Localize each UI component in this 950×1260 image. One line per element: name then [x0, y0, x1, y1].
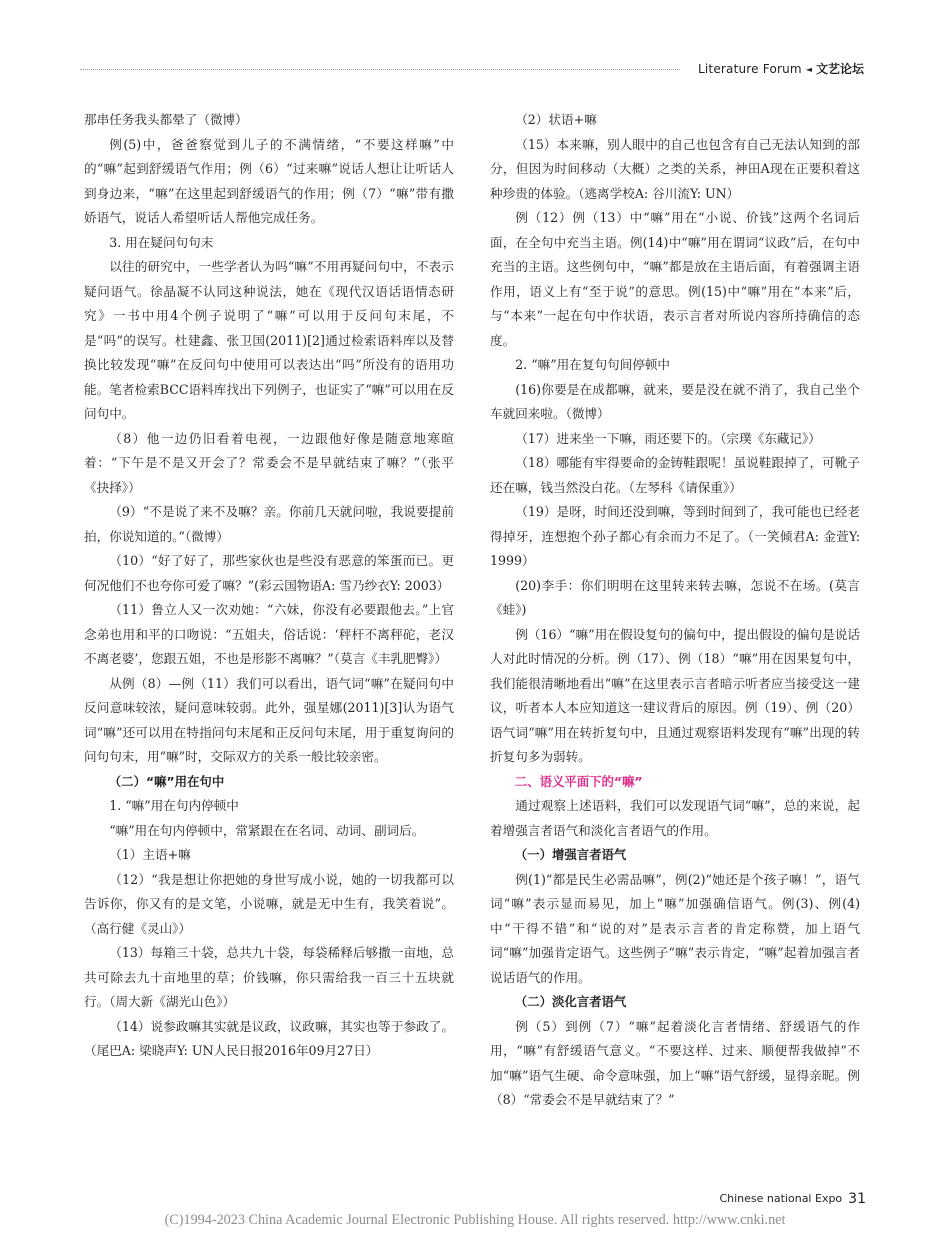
left-column — [84, 108, 454, 1064]
subsection-heading: （1）主语+嘛 — [109, 847, 191, 862]
paragraph: 例（5）到例（7）“嘛”起着淡化言者情绪、舒缓语气的作用，“嘛”有舒缓语气意义。“不要这样、过来、顺便帮我做掉”不加“嘛”语气生硬、命令意味强，加上“嘛”语气舒缓，显得亲昵。例（8）“常委会不是早就结束了？” — [490, 1018, 860, 1107]
subsection-heading: （2）状语+嘛 — [515, 112, 597, 127]
subsection-heading: 2. “嘛”用在复句句间停顿中 — [515, 357, 671, 372]
running-header — [698, 60, 864, 77]
subsection-heading: （一）增强言者语气 — [514, 847, 627, 862]
example-sentence: （11）鲁立人又一次劝她：“六妹，你没有必要跟他去。”上官念弟也用和平的口吻说：“五姐夫，俗话说：‘秤杆不离秤砣，老汉不离老婆’，您跟五姐，不也是形影不离嘛？”（莫言《丰乳肥臀》） — [84, 602, 454, 666]
example-sentence: （19）是呀，时间还没到嘛，等到时间到了，我可能也已经老得掉牙，连想抱个孙子都心有余而力不足了。（一笑倾君A: 金萱Y: 1999） — [490, 504, 860, 568]
example-sentence: (20)李手：你们明明在这里转来转去嘛，怎说不在场。(莫言《蛙》) — [490, 577, 860, 617]
subsection-heading: （二）淡化言者语气 — [514, 994, 627, 1009]
paragraph: 以往的研究中，一些学者认为吗“嘛”不用再疑问句中，不表示疑问语气。徐晶凝不认同这种说法，她在《现代汉语话语情态研究》一书中用4个例子说明了“嘛”可以用于反问句末尾，不是“吗”的误写。杜建鑫、张卫国(2011)[2]通过检索语料库以及替换比较发现“嘛”在反问句中使用可以表达出“吗”所没有的语用功能。笔者检索BCC语料库找出下列例子，也证实了“嘛”可以用在反问句中。 — [84, 259, 454, 421]
paragraph: 通过观察上述语料，我们可以发现语气词“嘛”，总的来说，起着增强言者语气和淡化言者语气的作用。 — [490, 798, 860, 838]
example-sentence: （14）说参政嘛其实就是议政，议政嘛，其实也等于参政了。（尾巴A: 梁晓声Y: UN人民日报2016年09月27日） — [84, 1018, 454, 1058]
paragraph: 例(5)中，爸爸察觉到儿子的不满情绪，“不要这样嘛”中的“嘛”起到舒缓语气作用；例（6）“过来嘛”说话人想让让听话人到身边来，“嘛”在这里起到舒缓语气的作用；例（7）“嘛”带有撒娇语气，说话人希望听话人帮他完成任务。 — [84, 136, 454, 225]
left-arrow-icon: ◄ — [805, 65, 812, 74]
example-sentence: （15）本来嘛，别人眼中的自己也包含有自己无法认知到的部分，但因为时间移动（大概）之类的关系，神田A现在正要积着这种珍贵的体验。（逃离学校A: 谷川流Y: UN） — [490, 136, 860, 201]
example-sentence: （10）“好了好了，那些家伙也是些没有恶意的笨蛋而已。更何况他们不也夸你可爱了嘛？”(彩云国物语A: 雪乃纱衣Y: 2003） — [84, 553, 454, 593]
example-sentence: （9）“不是说了来不及嘛？亲。你前几天就问啦，我说要提前拍，你说知道的。”（微博） — [84, 504, 454, 544]
copyright-notice: (C)1994-2023 China Academic Journal Electronic Publishing House. All rights reserved. http://www.cnki.net — [164, 1212, 786, 1228]
subsection-heading: （二）“嘛”用在句中 — [108, 773, 225, 789]
page-footer — [719, 1191, 866, 1207]
journal-name-zh: 文艺论坛 — [815, 62, 864, 76]
right-column — [490, 108, 860, 1113]
paragraph: “嘛”用在句内停顿中，常紧跟在在名词、动词、副词后。 — [109, 822, 425, 838]
journal-name-en: Literature Forum — [698, 62, 802, 76]
paragraph: 从例（8）—例（11）我们可以看出，语气词“嘛”在疑问句中反问意味较浓，疑问意味较弱。此外，强星娜(2011)[3]认为语气词“嘛”还可以用在特指问句末尾和正反问句末尾，用于重复询问的问句句末，用“嘛”时，交际双方的关系一般比较亲密。 — [84, 675, 454, 764]
section-heading: 二、语义平面下的“嘛” — [514, 773, 643, 789]
example-sentence: （8）他一边仍旧看着电视，一边跟他好像是随意地寒暄着：“下午是不是又开会了？常委会不是早就结束了嘛？”（张平《抉择》） — [84, 430, 454, 495]
example-sentence: （17）进来坐一下嘛，雨还要下的。（宗璞《东藏记》） — [515, 430, 821, 446]
subsection-heading: 3. 用在疑问句句末 — [109, 234, 214, 250]
paragraph: 例(1)“都是民生必需品嘛”，例(2)“她还是个孩子嘛！”，语气词“嘛”表示显而易见，加上“嘛”加强确信语气。例(3)、例(4)中“干得不错”和“说的对”是表示言者的肯定称赞，加上语气词“嘛”加强肯定语气。这些例子“嘛”表示肯定，“嘛”起着加强言者说话语气的作用。 — [490, 871, 860, 985]
header-rule — [80, 69, 680, 70]
example-sentence: （12）“我是想让你把她的身世写成小说，她的一切我都可以告诉你，你又有的是文笔，小说嘛，就是无中生有，我笑着说”。（高行健《灵山》） — [84, 871, 454, 936]
example-sentence: （18）哪能有牢得要命的金铸鞋跟呢！虽说鞋跟掉了，可靴子还在嘛，钱当然没白花。（左琴科《请保重》） — [490, 455, 860, 495]
paragraph: 例（16）“嘛”用在假设复句的偏句中，提出假设的偏句是说话人对此时情况的分析。例（17）、例（18）“嘛”用在因果复句中，我们能很清晰地看出“嘛”在这里表示言者暗示听者应当接受这一建议，听者本人本应知道这一建议背后的原因。例（19）、例（20）语气词“嘛”用在转折复句中，且通过观察语料发现有“嘛”出现的转折复句多为弱转。 — [490, 626, 860, 764]
example-sentence: （13）每箱三十袋，总共九十袋，每袋稀释后够撒一亩地，总共可除去九十亩地里的草；价钱嘛，你只需给我一百三十五块就行。（周大新《湖光山色》） — [84, 945, 454, 1009]
page-number: 31 — [848, 1191, 866, 1207]
footer-journal-name: Chinese national Expo — [719, 1192, 843, 1205]
subsection-heading: 1. “嘛”用在句内停顿中 — [109, 798, 239, 813]
paragraph: 例（12）例（13）中“嘛”用在“小说、价钱”这两个名词后面，在全句中充当主语。例(14)中“嘛”用在谓词“议政”后，在句中充当的主语。这些例句中，“嘛”都是放在主语后面，有着强调主语作用，语义上有“至于说”的意思。例(15)中“嘛”用在“本来”后，与“本来”一起在句中作状语，表示言者对所说内容所持确信的态度。 — [490, 210, 860, 348]
example-sentence: (16)你要是在成都嘛，就来，要是没在就不消了，我自己坐个车就回来啦。（微博） — [490, 381, 860, 421]
paragraph: 那串任务我头都晕了（微博） — [84, 112, 248, 127]
